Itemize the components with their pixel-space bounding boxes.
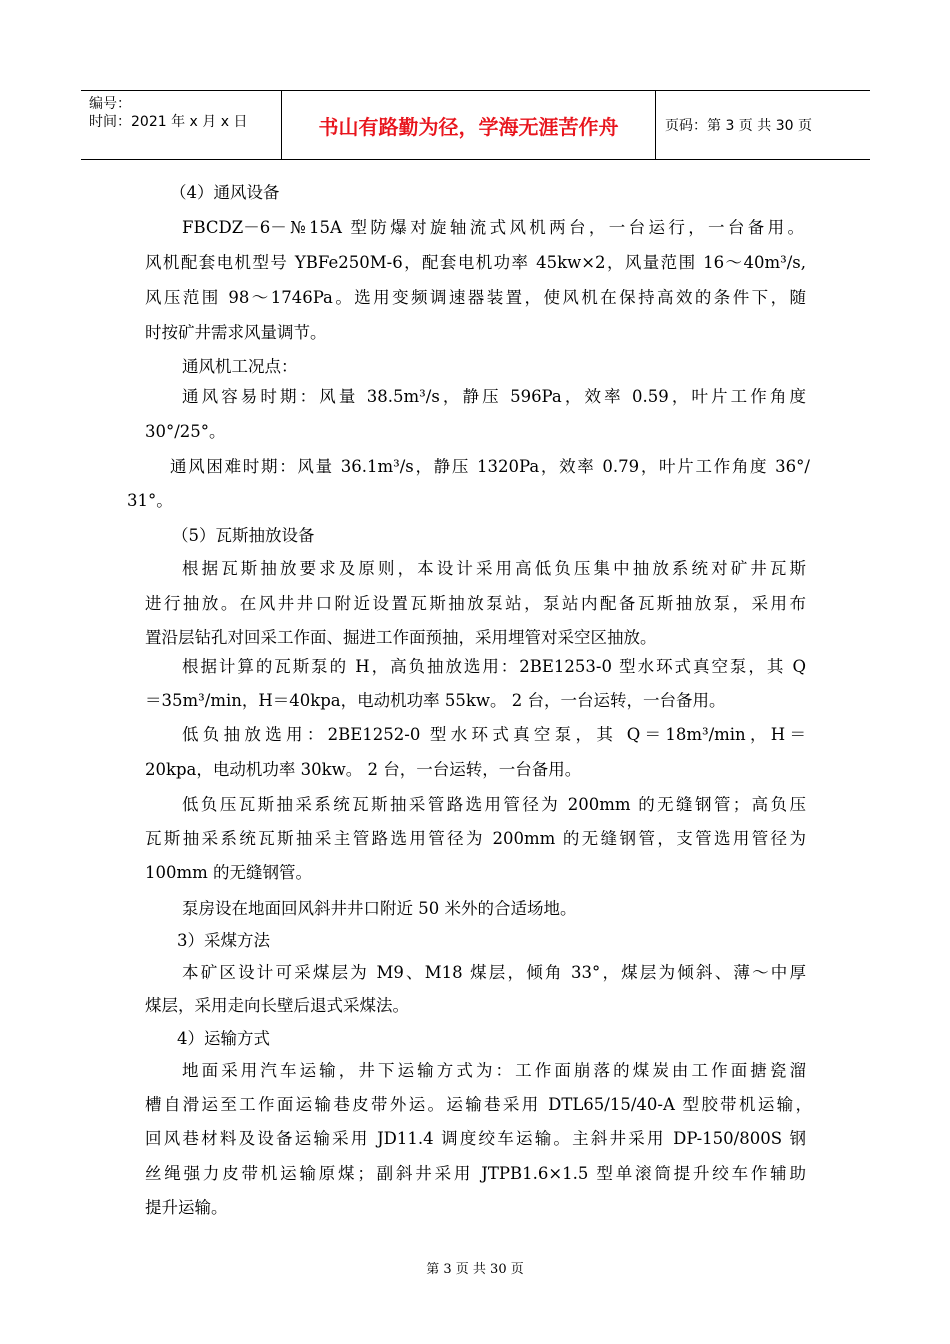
text-line: 置沿层钻孔对回采工作面、掘进工作面预抽，采用埋管对采空区抽放。 xyxy=(145,628,657,647)
text-line: 煤层，采用走向长壁后退式采煤法。 xyxy=(145,996,409,1015)
text-line: 20kpa，电动机功率 30kw。 2 台，一台运转，一台备用。 xyxy=(145,760,582,779)
text-line: FBCDZ－6－№15A 型防爆对旋轴流式风机两台，一台运行，一台备用。 xyxy=(182,218,804,237)
text-line: 回风巷材料及设备运输采用 JD11.4 调度绞车运输。主斜井采用 DP-150/800S 钢 xyxy=(145,1129,806,1148)
text-line: 瓦斯抽采系统瓦斯抽采主管路选用管径为 200mm 的无缝钢管，支管选用管径为 xyxy=(145,829,806,848)
text-line: 时按矿井需求风量调节。 xyxy=(145,323,327,342)
text-line: 根据计算的瓦斯泵的 H，高负抽放选用：2BE1253-0 型水环式真空泵，其 Q xyxy=(182,657,806,676)
text-line: ＝35m³/min，H＝40kpa，电动机功率 55kw。 2 台，一台运转，一台备用。 xyxy=(145,691,726,710)
motto-text: 书山有路勤为径，学海无涯苦作舟 xyxy=(318,114,619,139)
text-line: 通风机工况点： xyxy=(182,357,298,376)
heading-transport: 4）运输方式 xyxy=(177,1029,270,1048)
header-page-cell xyxy=(655,91,870,159)
page-header xyxy=(81,90,870,160)
text-line: 31°。 xyxy=(127,491,173,510)
page-info: 页码：第 3 页 共 30 页 xyxy=(665,118,812,134)
text-line: 低负抽放选用：2BE1252-0 型水环式真空泵，其 Q＝18m³/min，H＝ xyxy=(182,725,806,744)
text-line: 丝绳强力皮带机运输原煤；副斜井采用 JTPB1.6×1.5 型单滚筒提升绞车作辅助 xyxy=(145,1164,806,1183)
text-line: 槽自滑运至工作面运输巷皮带外运。运输巷采用 DTL65/15/40-A 型胶带机运输， xyxy=(145,1095,812,1114)
text-line: 30°/25°。 xyxy=(145,422,226,441)
heading-ventilation: （4）通风设备 xyxy=(170,183,280,202)
text-line: 通风困难时期：风量 36.1m³/s，静压 1320Pa，效率 0.79，叶片工作角度 36°/ xyxy=(170,457,810,476)
text-line: 低负压瓦斯抽采系统瓦斯抽采管路选用管径为 200mm 的无缝钢管；高负压 xyxy=(182,795,806,814)
page-footer: 第 3 页 共 30 页 xyxy=(426,1262,524,1277)
text-line: 进行抽放。在风井井口附近设置瓦斯抽放泵站，泵站内配备瓦斯抽放泵，采用布 xyxy=(145,594,806,613)
time-label: 时间：2021 年 x 月 x 日 xyxy=(89,114,248,130)
text-line: 本矿区设计可采煤层为 M9、M18 煤层，倾角 33°，煤层为倾斜、薄～中厚 xyxy=(182,963,806,982)
text-line: 提升运输。 xyxy=(145,1198,228,1217)
text-line: 100mm 的无缝钢管。 xyxy=(145,863,313,882)
heading-mining-method: 3）采煤方法 xyxy=(177,931,270,950)
text-line: 通风容易时期：风量 38.5m³/s，静压 596Pa，效率 0.59，叶片工作角度 xyxy=(182,387,806,406)
text-line: 根据瓦斯抽放要求及原则，本设计采用高低负压集中抽放系统对矿井瓦斯 xyxy=(182,559,806,578)
heading-gas-drainage: （5）瓦斯抽放设备 xyxy=(172,526,315,545)
header-motto-cell xyxy=(281,91,656,159)
header-meta-cell xyxy=(81,91,281,159)
text-line: 泵房设在地面回风斜井井口附近 50 米外的合适场地。 xyxy=(182,899,577,918)
text-line: 风机配套电机型号 YBFe250M-6，配套电机功率 45kw×2，风量范围 16～40m³/s, xyxy=(145,253,806,272)
text-line: 地面采用汽车运输，井下运输方式为：工作面崩落的煤炭由工作面搪瓷溜 xyxy=(182,1061,806,1080)
text-line: 风压范围 98～1746Pa。选用变频调速器装置，使风机在保持高效的条件下，随 xyxy=(145,288,806,307)
doc-number-label: 编号： xyxy=(89,96,131,112)
